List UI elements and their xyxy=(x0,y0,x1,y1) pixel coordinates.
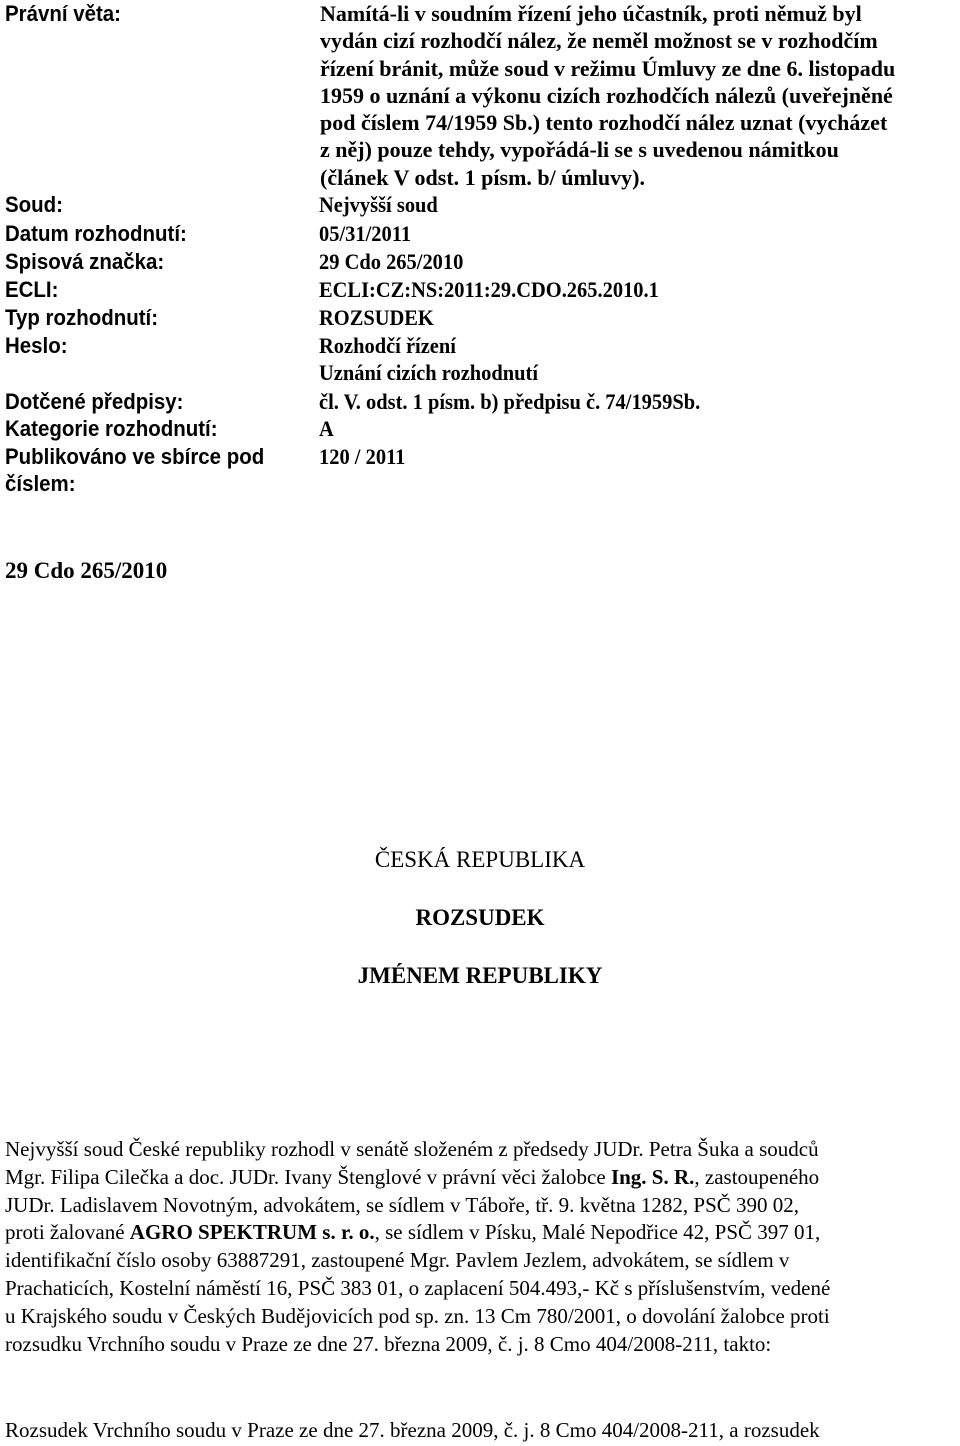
meta-row-heslo xyxy=(5,332,555,386)
pravni-veta-line: řízení bránit, může soud v režimu Úmluvy ze dne 6. listopadu xyxy=(320,55,896,81)
publikovano-value: 120 / 2011 xyxy=(319,444,406,469)
pravni-veta-line: 1959 o uznání a výkonu cizích rozhodčích nálezů (uveřejněné xyxy=(320,82,893,108)
heslo-value: Uznání cizích rozhodnutí xyxy=(319,360,539,385)
heslo-values xyxy=(319,332,538,386)
ecli-label: ECLI: xyxy=(5,277,59,302)
meta-row-publikovano xyxy=(5,443,412,497)
decision-type-heading: ROZSUDEK xyxy=(415,905,545,930)
pravni-veta-line: z něj) pouze tehdy, vypořádá-li se s uvedenou námitkou xyxy=(320,137,839,163)
publikovano-label: Publikováno ve sbírce pod číslem: xyxy=(5,444,265,496)
typ-label: Typ rozhodnutí: xyxy=(5,305,159,330)
predpisy-label: Dotčené předpisy: xyxy=(5,389,184,414)
body-line: Mgr. Filipa Cilečka a doc. JUDr. Ivany Štenglové v právní věci žalobce Ing. S. R., zastoupeného xyxy=(5,1164,820,1189)
heslo-value: Rozhodčí řízení xyxy=(319,333,456,358)
spisova-value: 29 Cdo 265/2010 xyxy=(319,249,464,274)
kategorie-label: Kategorie rozhodnutí: xyxy=(5,416,218,441)
pravni-veta-line: (článek V odst. 1 písm. b/ úmluvy). xyxy=(320,164,645,190)
meta-row-spisova xyxy=(5,248,474,275)
body-line: JUDr. Ladislavem Novotným, advokátem, se sídlem v Táboře, tř. 9. května 1282, PSČ 390 02, xyxy=(5,1192,800,1217)
body-line: rozsudku Vrchního soudu v Praze ze dne 27. března 2009, č. j. 8 Cmo 404/2008-211, takto: xyxy=(5,1331,772,1356)
meta-row-soud xyxy=(5,191,447,218)
meta-row-kategorie xyxy=(5,415,335,442)
case-number: 29 Cdo 265/2010 xyxy=(5,558,168,583)
decision-body xyxy=(5,1136,955,1358)
in-name-of-heading: JMÉNEM REPUBLIKY xyxy=(357,963,603,988)
datum-label: Datum rozhodnutí: xyxy=(5,221,187,246)
body-line: proti žalované AGRO SPEKTRUM s. r. o., se sídlem v Písku, Malé Nepodřice 42, PSČ 397 01, xyxy=(5,1220,821,1245)
body-last-line: Rozsudek Vrchního soudu v Praze ze dne 27. března 2009, č. j. 8 Cmo 404/2008-211, a rozsudek xyxy=(5,1418,820,1442)
country-heading: ČESKÁ REPUBLIKA xyxy=(374,847,586,872)
pravni-veta-text xyxy=(320,0,952,191)
pravni-veta-label: Právní věta: xyxy=(5,1,122,26)
body-line: Prachaticích, Kostelní náměstí 16, PSČ 383 01, o zaplacení 504.493,- Kč s příslušenstvím, vedené xyxy=(5,1275,831,1300)
ecli-value: ECLI:CZ:NS:2011:29.CDO.265.2010.1 xyxy=(319,277,659,302)
soud-label: Soud: xyxy=(5,192,63,217)
defendant-name: AGRO SPEKTRUM s. r. o. xyxy=(129,1220,375,1245)
datum-value: 05/31/2011 xyxy=(319,221,412,246)
meta-row-ecli xyxy=(5,276,684,303)
plaintiff-name: Ing. S. R. xyxy=(610,1164,695,1189)
body-line: identifikační číslo osoby 63887291, zastoupené Mgr. Pavlem Jezlem, advokátem, se sídlem v xyxy=(5,1248,790,1273)
pravni-veta-line: vydán cizí rozhodčí nález, že neměl možnost se v rozhodčím xyxy=(320,28,878,54)
body-line: u Krajského soudu v Českých Budějovicích pod sp. zn. 13 Cm 780/2001, o dovolání žalobce proti xyxy=(5,1303,830,1328)
meta-row-datum xyxy=(5,220,418,247)
meta-row-typ xyxy=(5,304,442,331)
meta-row-predpisy xyxy=(5,388,729,415)
kategorie-value: A xyxy=(319,416,334,441)
typ-value: ROZSUDEK xyxy=(319,305,434,330)
heslo-label: Heslo: xyxy=(5,333,68,358)
predpisy-value: čl. V. odst. 1 písm. b) předpisu č. 74/1959Sb. xyxy=(319,389,701,414)
pravni-veta-line: pod číslem 74/1959 Sb.) tento rozhodčí nález uznat (vycházet xyxy=(320,110,888,136)
body-line: Nejvyšší soud České republiky rozhodl v senátě složeném z předsedy JUDr. Petra Šuka a soudců xyxy=(5,1137,819,1161)
soud-value: Nejvyšší soud xyxy=(319,192,438,217)
pravni-veta-line: Namítá-li v soudním řízení jeho účastník, proti němuž byl xyxy=(320,1,862,26)
spisova-label: Spisová značka: xyxy=(5,249,165,274)
